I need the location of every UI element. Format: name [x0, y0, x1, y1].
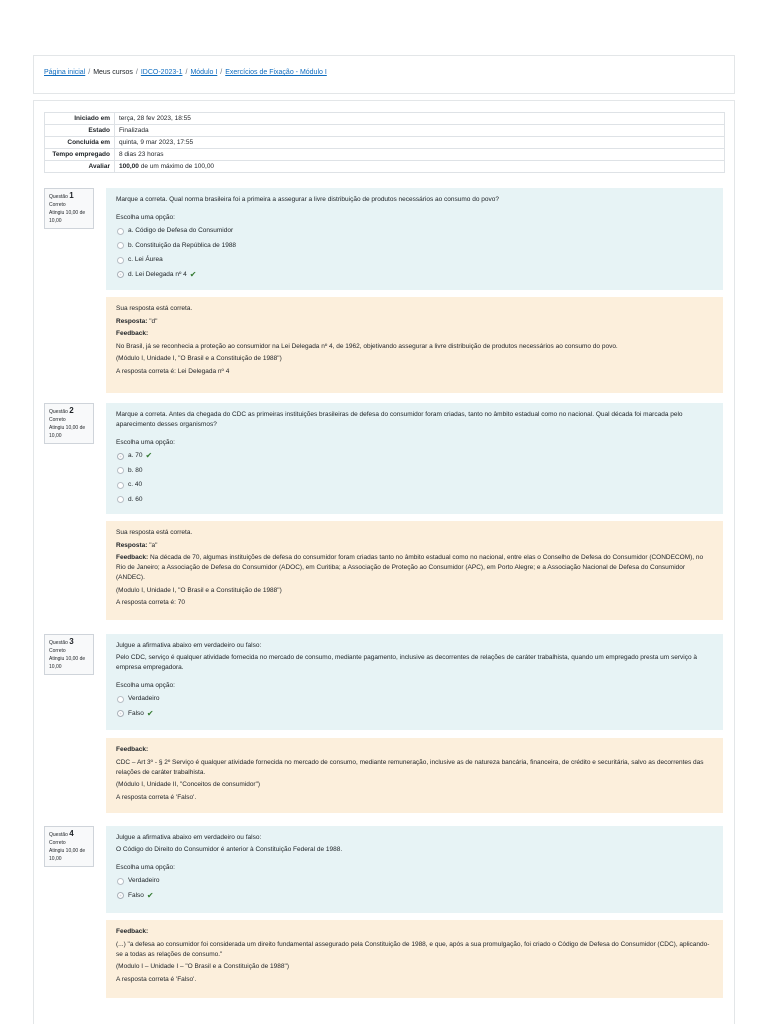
question-info-3	[44, 634, 94, 675]
question-content-1	[106, 188, 723, 290]
question-content-3	[106, 634, 723, 730]
question-mark: Atingiu 10,00 de 10,00	[49, 425, 86, 439]
radio-button-selected[interactable]	[117, 453, 124, 460]
radio-button-selected[interactable]	[117, 710, 124, 717]
choice-prompt: Escolha uma opção:	[116, 214, 175, 221]
feedback-label: Feedback:	[116, 746, 149, 753]
question-mark: Atingiu 10,00 de 10,00	[49, 848, 86, 862]
radio-button[interactable]	[117, 257, 124, 264]
summary-row-grade	[45, 161, 725, 173]
radio-button[interactable]	[117, 496, 124, 503]
question-status: Correto	[49, 648, 66, 654]
summary-value: 8 dias 23 horas	[115, 149, 725, 161]
choice-prompt: Escolha uma opção:	[116, 864, 175, 871]
question-status: Correto	[49, 840, 66, 846]
radio-button-selected[interactable]	[117, 892, 124, 899]
question-mark: Atingiu 10,00 de 10,00	[49, 656, 86, 670]
question-text: Marque a correta. Qual norma brasileira foi a primeira a assegurar a livre distribuição de produtos necessários ao consumo do povo?	[116, 196, 499, 203]
answer-option-selected[interactable]: d. Lei Delegada nº 4 ✔	[116, 268, 713, 283]
feedback-reference: (Módulo I, Unidade II, "Conceitos de consumidor")	[116, 781, 261, 788]
question-feedback-2	[106, 521, 723, 620]
feedback-label: Feedback:	[116, 928, 149, 935]
answer-option-selected[interactable]: Falso ✔	[116, 707, 713, 722]
feedback-reference: (Modulo I – Unidade I – "O Brasil e a Constituição de 1988")	[116, 963, 289, 970]
question-text: Marque a correta. Antes da chegada do CDC as primeiras instituições brasileiras de defesa do consumidor foram criadas, tanto no âmbito estadual como no nacional. Qual década foi marcada pelo aparecimento desses organismos?	[116, 411, 683, 428]
answer-option[interactable]: d. 60	[116, 493, 713, 508]
question-feedback-4	[106, 920, 723, 998]
feedback-text: No Brasil, já se reconhecia a proteção ao consumidor na Lei Delegada nº 4, de 1962, objetivando assegurar a livre distribuição de produtos necessários ao consumo do povo.	[116, 342, 618, 350]
right-answer: A resposta correta é: 70	[116, 599, 186, 606]
radio-button[interactable]	[117, 467, 124, 474]
choice-prompt: Escolha uma opção:	[116, 682, 175, 689]
answer-option[interactable]: a. Código de Defesa do Consumidor	[116, 224, 713, 239]
question-text: Julgue a afirmativa abaixo em verdadeiro ou falso:	[116, 642, 262, 649]
breadcrumb-module-link[interactable]: Módulo I	[190, 69, 218, 76]
question-mark: Atingiu 10,00 de 10,00	[49, 210, 86, 224]
breadcrumb-separator: /	[185, 69, 188, 76]
summary-label: Iniciado em	[45, 113, 115, 125]
question-feedback-3	[106, 738, 723, 813]
breadcrumb-separator: /	[220, 69, 223, 76]
question-statement: Pelo CDC, serviço é qualquer atividade fornecida no mercado de consumo, mediante pagamento, inclusive as decorrentes de relações de caráter trabalhista, quando um empregado presta um serviço à empresa empregadora.	[116, 654, 697, 671]
summary-row-completed	[45, 137, 725, 149]
answer-line: Resposta: "a"	[116, 541, 158, 549]
summary-value: Finalizada	[115, 125, 725, 137]
question-info-4	[44, 826, 94, 867]
summary-value: terça, 28 fev 2023, 18:55	[115, 113, 725, 125]
summary-row-time	[45, 149, 725, 161]
question-statement: O Código do Direito do Consumidor é anterior à Constituição Federal de 1988.	[116, 846, 343, 853]
radio-button-selected[interactable]	[117, 271, 124, 278]
feedback-text: Feedback: Na década de 70, algumas instituições de defesa do consumidor foram criadas tanto no âmbito estadual como no nacional, entre elas o Conselho de Defesa do Consumidor (CONDECOM), no Rio de Janeiro; a Associação de Defesa do Consumidor (ADOC), em Curitiba; a Associação de Proteção ao Consumidor (APC), em Porto Alegre; e a Associação Nacional de Defesa do Consumidor (ANDEC).	[116, 554, 704, 581]
summary-label: Concluída em	[45, 137, 115, 149]
breadcrumb	[44, 69, 327, 76]
summary-row-state	[45, 125, 725, 137]
right-answer: A resposta correta é 'Falso'.	[116, 793, 197, 801]
answer-option[interactable]: Verdadeiro	[116, 692, 713, 707]
breadcrumb-container	[33, 55, 735, 94]
summary-value	[115, 161, 725, 173]
radio-button[interactable]	[117, 242, 124, 249]
question-content-2	[106, 403, 723, 514]
summary-label: Tempo empregado	[45, 149, 115, 161]
correct-message: Sua resposta está correta.	[116, 305, 193, 312]
question-info-1	[44, 188, 94, 229]
answer-option[interactable]: b. 80	[116, 464, 713, 479]
checkmark-icon: ✔	[146, 890, 154, 900]
feedback-text: (...) "a defesa ao consumidor foi considerada um direito fundamental assegurado pela Constituição de 1988, e que, após a sua promulgação, foi criado o Código de Defesa do Consumidor (CDC), aplicando-se a todas as relações de consumo."	[116, 940, 710, 958]
feedback-label: Feedback:	[116, 330, 149, 337]
breadcrumb-separator: /	[88, 69, 91, 76]
feedback-reference: (Módulo I, Unidade I, "O Brasil e a Constituição de 1988")	[116, 355, 282, 362]
right-answer: A resposta correta é 'Falso'.	[116, 975, 197, 983]
correct-message: Sua resposta está correta.	[116, 529, 193, 536]
answer-option[interactable]: c. 40	[116, 478, 713, 493]
question-feedback-1	[106, 297, 723, 393]
radio-button[interactable]	[117, 228, 124, 235]
radio-button[interactable]	[117, 878, 124, 885]
question-number: Questão 1	[49, 191, 74, 200]
grade-score: 100,00	[119, 163, 139, 170]
grade-max: de um máximo de 100,00	[140, 163, 215, 170]
question-text: Julgue a afirmativa abaixo em verdadeiro ou falso:	[116, 834, 262, 841]
breadcrumb-course-link[interactable]: IDCO-2023-1	[140, 69, 183, 76]
answer-option-selected[interactable]: a. 70 ✔	[116, 449, 713, 464]
answer-option-selected[interactable]: Falso ✔	[116, 889, 713, 904]
summary-value: quinta, 9 mar 2023, 17:55	[115, 137, 725, 149]
checkmark-icon: ✔	[145, 451, 153, 461]
breadcrumb-my-courses[interactable]: Meus cursos	[93, 69, 133, 76]
question-status: Correto	[49, 417, 66, 423]
answer-line: Resposta: "d"	[116, 317, 158, 325]
breadcrumb-quiz-link[interactable]: Exercícios de Fixação - Módulo I	[225, 69, 327, 76]
question-number: Questão 2	[49, 406, 74, 415]
answer-option[interactable]: c. Lei Áurea	[116, 253, 713, 268]
answer-option[interactable]: b. Constituição da República de 1988	[116, 239, 713, 254]
question-content-4	[106, 826, 723, 913]
checkmark-icon: ✔	[146, 708, 154, 718]
radio-button[interactable]	[117, 482, 124, 489]
summary-row-started	[45, 113, 725, 125]
feedback-text: CDC – Art 3º - § 2º Serviço é qualquer atividade fornecida no mercado de consumo, mediante remuneração, inclusive as de natureza bancária, financeira, de crédito e securitária, salvo as decorrentes das relações de caráter trabalhista.	[116, 758, 704, 776]
question-number: Questão 4	[49, 829, 74, 838]
summary-label: Avaliar	[45, 161, 115, 173]
choice-prompt: Escolha uma opção:	[116, 439, 175, 446]
breadcrumb-home-link[interactable]: Página inicial	[44, 69, 86, 76]
attempt-summary-table	[44, 112, 725, 173]
question-info-2	[44, 403, 94, 444]
checkmark-icon: ✔	[189, 269, 197, 279]
breadcrumb-separator: /	[135, 69, 138, 76]
answer-option[interactable]: Verdadeiro	[116, 874, 713, 889]
right-answer: A resposta correta é: Lei Delegada nº 4	[116, 367, 230, 375]
summary-label: Estado	[45, 125, 115, 137]
question-status: Correto	[49, 202, 66, 208]
radio-button[interactable]	[117, 696, 124, 703]
feedback-reference: (Modulo I, Unidade I, "O Brasil e a Constituição de 1988")	[116, 586, 282, 594]
question-number: Questão 3	[49, 637, 74, 646]
